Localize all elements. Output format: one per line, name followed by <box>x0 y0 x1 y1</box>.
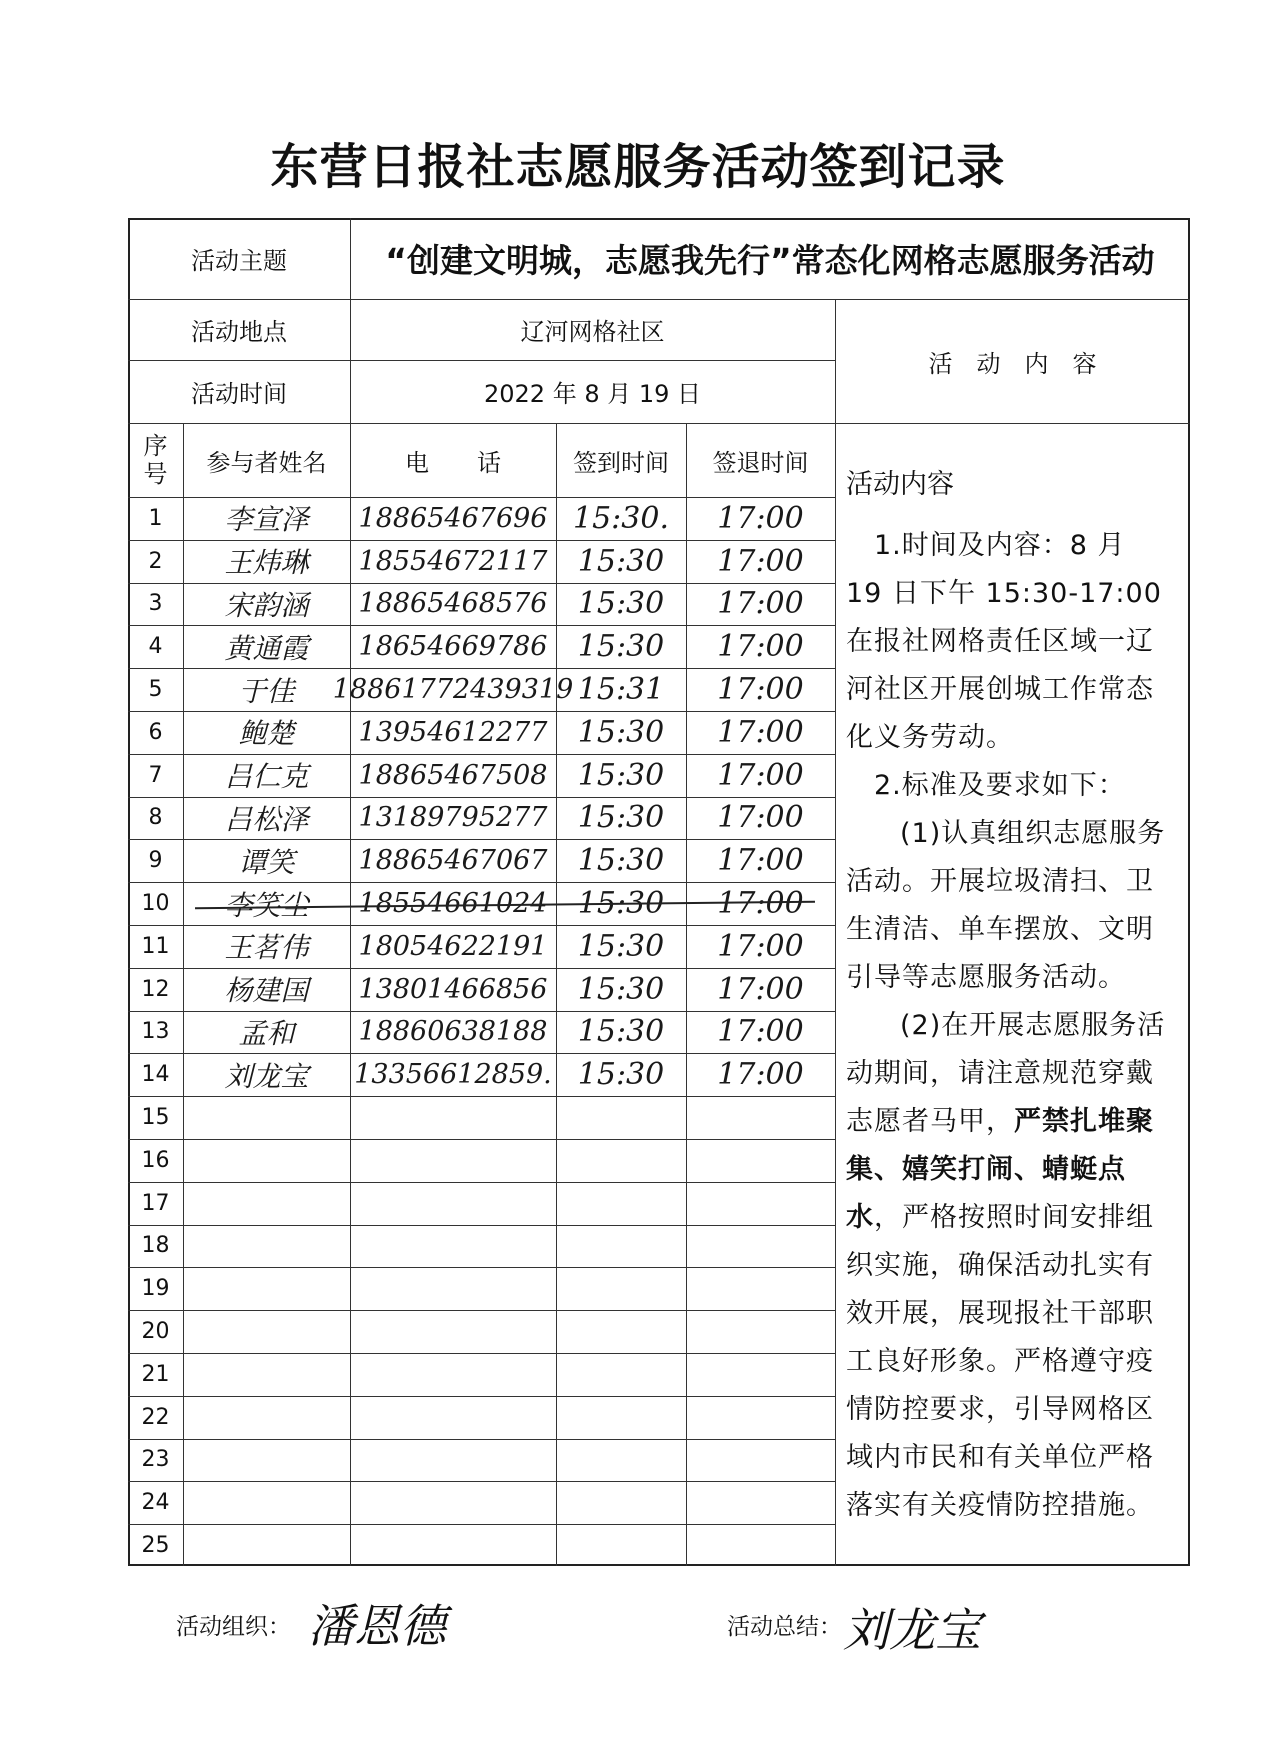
row-checkin <box>556 1310 686 1353</box>
row-name: 王茗伟 <box>224 931 309 965</box>
column-header-phone: 电 话 <box>405 448 501 477</box>
row-number: 15 <box>141 1105 170 1131</box>
row-name: 谭笑 <box>238 845 295 879</box>
row-number: 6 <box>148 719 163 745</box>
row-phone <box>350 1481 556 1524</box>
row-checkout: 17:00 <box>717 928 804 964</box>
row-checkout <box>686 1139 835 1182</box>
row-name <box>183 1481 350 1524</box>
row-number: 12 <box>141 976 170 1002</box>
row-checkin: 15:30 <box>577 928 665 964</box>
content-paragraph-4-end: ，严格按照时间安排组织实施，确保活动扎实有效开展，展现报社干部职工良好形象。严格遵守疫情防控要求，引导网格区域内市民和有关单位严格落实有关疫情防控措施。 <box>846 1202 1154 1521</box>
row-checkin <box>556 1439 686 1482</box>
row-checkin: 15:30 <box>577 543 665 579</box>
row-number: 3 <box>148 591 163 617</box>
row-name: 鲍楚 <box>238 717 295 751</box>
row-name: 吕松泽 <box>224 802 309 836</box>
row-checkout: 17:00 <box>717 1057 804 1093</box>
row-phone <box>350 1439 556 1482</box>
row-checkin: 15:30 <box>577 800 665 836</box>
row-name <box>183 1267 350 1310</box>
row-name <box>183 1096 350 1139</box>
row-name: 于佳 <box>238 674 295 708</box>
content-paragraph-4 <box>846 1002 1168 1530</box>
place-value: 辽河网格社区 <box>520 318 665 346</box>
row-name: 李笑尘 <box>224 888 309 922</box>
row-checkin <box>556 1481 686 1524</box>
content-paragraph-2: 2.标准及要求如下： <box>874 770 1126 801</box>
row-checkout <box>686 1481 835 1524</box>
row-checkin: 15:30 <box>577 1014 665 1050</box>
row-name <box>183 1353 350 1396</box>
row-checkin: 15:30 <box>577 586 665 622</box>
document-title: 东营日报社志愿服务活动签到记录 <box>270 139 1006 195</box>
row-name <box>183 1396 350 1439</box>
row-number: 11 <box>141 933 170 959</box>
content-paragraph-3: (1)认真组织志愿服务活动。开展垃圾清扫、卫生清洁、单车摆放、文明引导等志愿服务活动。 <box>846 818 1166 993</box>
row-number: 18 <box>141 1233 170 1259</box>
row-phone <box>350 1396 556 1439</box>
row-checkout: 17:00 <box>717 757 804 793</box>
row-name: 王炜琳 <box>224 546 309 580</box>
content-label: 活 动 内 容 <box>928 349 1097 378</box>
row-checkin <box>556 1225 686 1268</box>
time-value: 2022 年 8 月 19 日 <box>483 380 702 408</box>
row-number: 2 <box>148 548 163 574</box>
row-number: 16 <box>141 1147 170 1173</box>
organizer-signature: 潘恩德 <box>308 1599 446 1653</box>
row-phone: 13189795277 <box>358 802 548 834</box>
content-paragraph-1: 1.时间及内容：8 月 19 日下午 15:30-17:00 在报社网格责任区域一辽河社区开展创城工作常态化义务劳动。 <box>846 530 1162 753</box>
row-checkout: 17:00 <box>717 629 804 665</box>
row-number: 17 <box>141 1190 170 1216</box>
row-phone <box>350 1524 556 1567</box>
row-name: 孟和 <box>238 1016 295 1050</box>
row-checkin <box>556 1096 686 1139</box>
row-phone: 18554661024 <box>358 888 548 920</box>
organizer-label: 活动组织： <box>176 1614 291 1640</box>
row-checkout <box>686 1439 835 1482</box>
row-checkout <box>686 1182 835 1225</box>
row-checkout: 17:00 <box>717 543 804 579</box>
column-header-seq: 序号 <box>143 432 168 488</box>
row-checkout: 17:00 <box>717 971 804 1007</box>
row-name <box>183 1310 350 1353</box>
row-name: 杨建国 <box>224 974 309 1008</box>
summary-signature: 刘龙宝 <box>843 1603 981 1657</box>
row-name <box>183 1182 350 1225</box>
row-phone <box>350 1310 556 1353</box>
row-phone: 13356612859. <box>354 1059 552 1091</box>
row-phone: 18054622191 <box>358 930 548 962</box>
row-phone <box>350 1096 556 1139</box>
row-phone: 18861772439319 <box>332 674 574 706</box>
row-checkin <box>556 1524 686 1567</box>
row-number: 5 <box>148 677 163 703</box>
row-phone <box>350 1225 556 1268</box>
row-name <box>183 1439 350 1482</box>
row-phone: 13954612277 <box>358 716 548 748</box>
time-label: 活动时间 <box>191 380 287 408</box>
row-phone <box>350 1139 556 1182</box>
row-phone: 18654669786 <box>358 631 548 663</box>
row-number: 23 <box>141 1447 170 1473</box>
row-checkout <box>686 1524 835 1567</box>
row-checkin: 15:30 <box>577 1057 665 1093</box>
row-checkout: 17:00 <box>717 500 804 536</box>
row-phone: 18860638188 <box>358 1016 548 1048</box>
row-checkout: 17:00 <box>717 672 804 708</box>
content-paragraph-4-start: (2)在开展志愿服务活动期间，请注意规范穿戴志愿者马甲， <box>846 1010 1166 1137</box>
column-header-name: 参与者姓名 <box>206 448 327 477</box>
row-checkout: 17:00 <box>717 1014 804 1050</box>
row-name: 宋韵涵 <box>224 588 309 622</box>
column-header-checkin: 签到时间 <box>573 448 669 477</box>
row-checkin: 15:30. <box>573 500 669 536</box>
row-name: 刘龙宝 <box>224 1059 309 1093</box>
row-number: 4 <box>148 634 163 660</box>
row-number: 22 <box>141 1404 170 1430</box>
row-number: 14 <box>141 1062 170 1088</box>
row-checkin <box>556 1267 686 1310</box>
row-name <box>183 1139 350 1182</box>
row-number: 8 <box>148 805 163 831</box>
row-number: 19 <box>141 1276 170 1302</box>
row-phone <box>350 1182 556 1225</box>
row-checkout: 17:00 <box>717 843 804 879</box>
row-number: 7 <box>148 762 163 788</box>
place-label: 活动地点 <box>191 318 287 346</box>
row-name: 黄通霞 <box>224 631 309 665</box>
row-number: 20 <box>141 1319 170 1345</box>
row-number: 21 <box>141 1361 170 1387</box>
row-phone: 18865467696 <box>358 502 548 534</box>
row-checkin: 15:30 <box>577 757 665 793</box>
row-checkin <box>556 1182 686 1225</box>
row-name <box>183 1225 350 1268</box>
row-checkin <box>556 1353 686 1396</box>
row-checkout <box>686 1310 835 1353</box>
row-checkin: 15:31 <box>577 672 665 708</box>
row-checkout <box>686 1353 835 1396</box>
row-name <box>183 1524 350 1567</box>
row-name: 吕仁克 <box>224 760 309 794</box>
row-checkout: 17:00 <box>717 714 804 750</box>
row-phone <box>350 1353 556 1396</box>
divider <box>835 299 836 1566</box>
content-heading: 活动内容 <box>846 469 954 500</box>
row-checkin <box>556 1396 686 1439</box>
row-checkout <box>686 1225 835 1268</box>
row-checkout: 17:00 <box>717 586 804 622</box>
theme-value: “创建文明城，志愿我先行”常态化网格志愿服务活动 <box>385 241 1155 280</box>
row-number: 9 <box>148 848 163 874</box>
row-phone: 18865467508 <box>358 759 548 791</box>
row-checkout <box>686 1096 835 1139</box>
row-phone <box>350 1267 556 1310</box>
row-phone: 18865467067 <box>358 845 548 877</box>
row-number: 25 <box>141 1533 170 1559</box>
row-number: 24 <box>141 1490 170 1516</box>
row-phone: 13801466856 <box>358 973 548 1005</box>
row-checkin: 15:30 <box>577 843 665 879</box>
row-checkin: 15:30 <box>577 629 665 665</box>
row-name: 李宣泽 <box>224 503 309 537</box>
row-number: 1 <box>148 505 163 531</box>
theme-label: 活动主题 <box>191 247 287 275</box>
row-checkout: 17:00 <box>717 886 804 922</box>
row-number: 10 <box>141 891 170 917</box>
row-checkout: 17:00 <box>717 800 804 836</box>
row-number: 13 <box>141 1019 170 1045</box>
row-phone: 18554672117 <box>358 545 548 577</box>
row-phone: 18865468576 <box>358 588 548 620</box>
row-checkin: 15:30 <box>577 714 665 750</box>
row-checkin: 15:30 <box>577 886 665 922</box>
column-header-checkout: 签退时间 <box>712 448 809 477</box>
row-checkout <box>686 1396 835 1439</box>
row-checkout <box>686 1267 835 1310</box>
row-checkin <box>556 1139 686 1182</box>
summary-label: 活动总结： <box>727 1614 842 1640</box>
content-paragraph-4-emphasis: 严禁扎堆聚集、嬉笑打闹、蜻蜓点水 <box>846 1106 1154 1233</box>
row-checkin: 15:30 <box>577 971 665 1007</box>
